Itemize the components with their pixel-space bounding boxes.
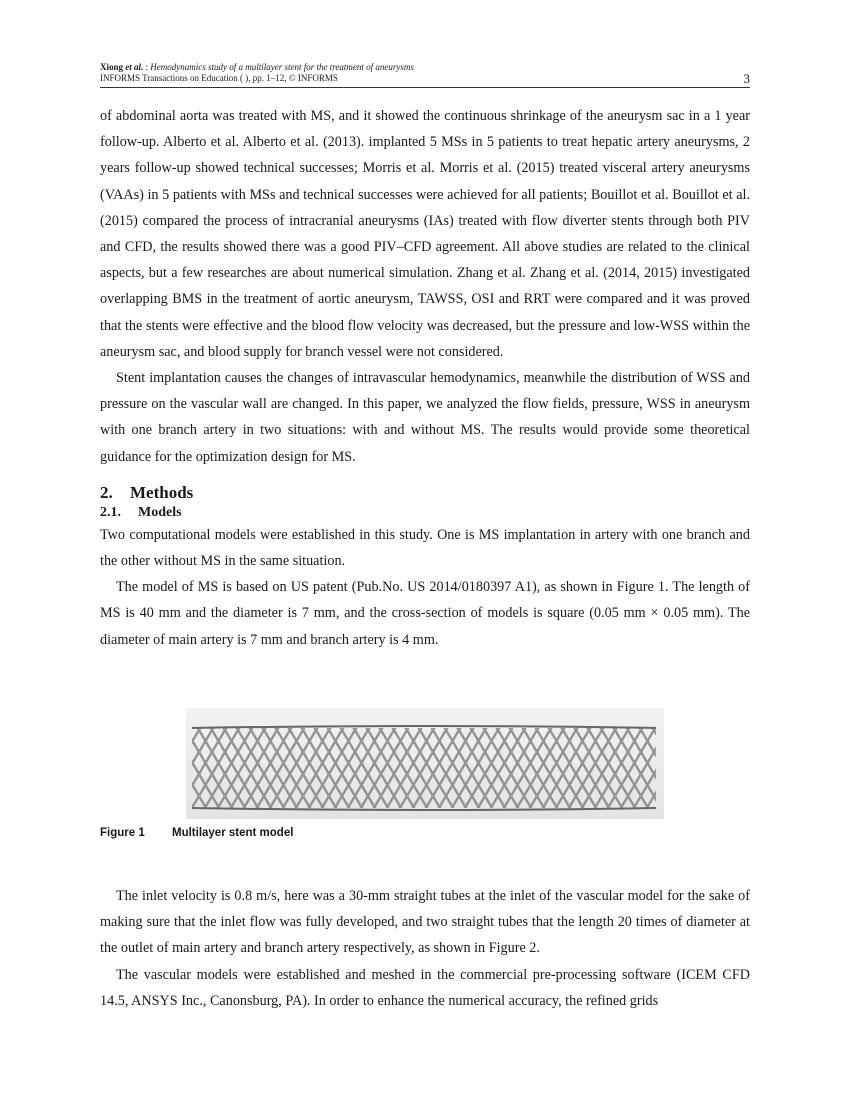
stent-mesh-layer-inner [192,728,656,808]
subsection-number: 2.1. [100,504,121,520]
subsection-title: Models [138,504,182,520]
main-text-continued [100,883,750,1014]
paragraph-1: of abdominal aorta was treated with MS, and it showed the continuous shrinkage of the aneurysm sac in a 1 year follow-up. Alberto et al. Alberto et al. (2013). implanted 5 MSs in 5 patients to treat hepatic artery aneurysms, 2 years follow-up showed technical successes; Morris et al. Morris et al. (2015) treated visceral artery aneurysms (VAAs) in 5 patients with MSs and technical successes were achieved for all patients; Bouillot et al. Bouillot et al. (2015) compared the process of intracranial aneurysms (IAs) treated with flow diverter stents through both PIV and CFD, the results showed there was a good PIV–CFD agreement. All above studies are related to the clinical aspects, but a few researches are about numerical simulation. Zhang et al. Zhang et al. (2014, 2015) investigated overlapping BMS in the treatment of aortic aneurysm, TAWSS, OSI and RRT were compared and it was proved that the stents were effective and the blood flow velocity was decreased, but the pressure and low-WSS within the aneurysm sac, and blood supply for branch vessel were not considered. [100,108,750,360]
paragraph-2: Stent implantation causes the changes of intravascular hemodynamics, meanwhile the distribution of WSS and pressure on the vascular wall are changed. In this paper, we analyzed the flow fields, pressure, WSS in aneurysm with one branch artery in two situations: with and without MS. The results would provide some theoretical guidance for the optimization design for MS. [100,370,750,465]
stent-illustration [186,708,664,819]
paragraph-5: The inlet velocity is 0.8 m/s, here was a 30-mm straight tubes at the inlet of the vascular model for the sake of making sure that the inlet flow was fully developed, and two straight tubes that the length 20 times of diameter at the outlet of main artery and branch artery respectively, as shown in Figure 2. [100,888,750,957]
paragraph-3: Two computational models were established in this study. One is MS implantation in artery with one branch and the other without MS in the same situation. [100,526,750,570]
header-separator: : [145,62,149,72]
header-citation [100,62,750,73]
section-heading [100,482,750,504]
figure-caption-text: Multilayer stent model [172,827,294,839]
section-title: Methods [130,482,194,502]
main-text [100,103,750,653]
figure-caption [100,827,293,839]
subsection-heading [100,504,750,522]
stent-top-edge [192,726,656,728]
paragraph-6: The vascular models were established and meshed in the commercial pre-processing software (ICEM CFD 14.5, ANSYS Inc., Canonsburg, PA). In order to enhance the numerical accuracy, the refined grids [100,966,750,1009]
header-journal: INFORMS Transactions on Education ( ), pp. 1–12, © INFORMS [100,73,338,83]
header-authors: Xiong [100,62,124,72]
running-header [100,62,750,84]
paragraph-4: The model of MS is based on US patent (Pub.No. US 2014/0180397 A1), as shown in Figure 1. The length of MS is 40 mm and the diameter is 7 mm, and the cross-section of models is square (0.05 mm × 0.05 mm). The diameter of main artery is 7 mm and branch artery is 4 mm. [100,579,750,648]
figure-label: Figure 1 [100,827,145,839]
stent-bottom-edge [192,808,656,810]
header-etal: et al. [125,62,144,72]
page-number: 3 [743,71,750,86]
section-number: 2. [100,482,113,502]
header-title: Hemodynamics study of a multilayer stent for the treatment of aneurysms [150,62,414,72]
header-rule [100,87,750,88]
figure-stent-image [186,708,664,819]
